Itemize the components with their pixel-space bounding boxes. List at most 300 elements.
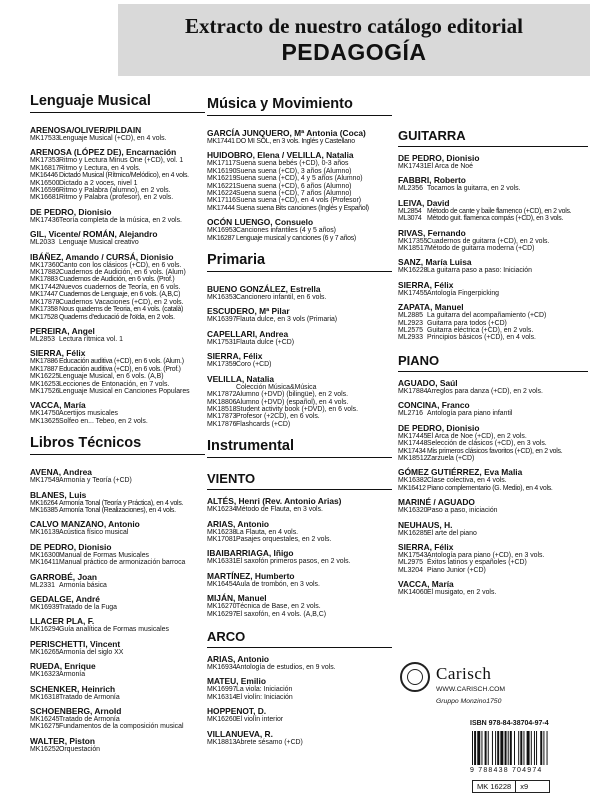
publisher-group: Gruppo Monzino1750	[436, 698, 502, 705]
item-code: MK16939	[30, 604, 60, 611]
item-code: MK16500	[30, 179, 60, 187]
item-code: MK17884	[398, 387, 428, 395]
entry-item	[207, 361, 392, 368]
entry-item	[398, 589, 588, 596]
entry-item	[398, 163, 588, 170]
item-code: MK17081	[207, 535, 237, 543]
item-title: Ritmo y Palabra (alumno), en 2 vols.	[59, 187, 171, 195]
item-code: MK16270	[207, 603, 237, 611]
item-title: Armonía del siglo XX	[59, 648, 124, 656]
item-title: El Arca de Noe (+CD), en 2 vols.	[427, 432, 527, 440]
item-code: MK17543	[398, 551, 428, 559]
item-title: Suena suena (+CD), 6 años (Alumno)	[236, 182, 352, 190]
entry-item	[30, 276, 205, 283]
entry-item	[207, 536, 392, 543]
entry-item	[30, 291, 205, 298]
item-code: MK17873	[207, 413, 237, 421]
catalog-entry	[207, 593, 392, 618]
item-code: MK16385	[30, 506, 58, 514]
entry-item	[30, 239, 205, 246]
item-title: Lenguaje Musical, en 6 vols. (A,B)	[59, 373, 164, 381]
entry-item	[207, 160, 392, 167]
entry-item	[30, 418, 205, 425]
entry-item	[30, 388, 205, 395]
catalog-column-1	[30, 93, 205, 793]
item-code: MK16219	[207, 175, 237, 183]
entry-author: GARCÍA JUNQUERO, Mª Antonia (Coca)	[207, 128, 366, 138]
entry-item	[30, 217, 205, 224]
entry-item	[30, 314, 205, 321]
entry-item	[398, 327, 588, 334]
item-code: MK17436	[30, 216, 60, 224]
item-title: Flashcards (+CD)	[236, 420, 291, 428]
item-title: Tratado de Armonía	[59, 716, 120, 724]
entry-author: BUENO GONZÁLEZ, Estrella	[207, 284, 321, 295]
item-title: Manual de Formas Musicales	[59, 551, 149, 559]
item-code: MK16287	[207, 234, 235, 242]
entry-item	[30, 723, 205, 730]
entry-item	[398, 334, 588, 341]
item-title: Lenguaje Musical creativo	[59, 239, 139, 247]
item-code: MK16596	[30, 187, 60, 195]
catalog-section	[207, 438, 392, 458]
catalog-entry	[30, 147, 205, 201]
entry-item	[30, 194, 205, 201]
entry-item	[398, 267, 588, 274]
item-title: Profesor (+2CD), en 6 vols.	[236, 413, 320, 421]
entry-author: GEDALGE, André	[30, 594, 100, 604]
section-title: PIANO	[398, 352, 588, 372]
item-code: MK16275	[30, 723, 60, 731]
entry-item	[30, 500, 205, 507]
entry-author: GIL, Vicente/ ROMÁN, Alejandro	[30, 229, 158, 240]
entry-author: SIERRA, Félix	[398, 279, 454, 290]
item-title: Ritmo y Palabra (profesor), en 2 vols.	[59, 194, 174, 202]
publisher-name: Carisch	[436, 664, 492, 683]
item-code: MK16331	[207, 558, 237, 566]
item-title: Alumno (+DVD) (español), en 4 vols.	[236, 398, 349, 406]
catalog-section	[398, 352, 588, 597]
entry-author: SIERRA, Félix	[398, 541, 454, 552]
entry-item	[398, 477, 588, 484]
barcode-icon	[470, 731, 582, 765]
entry-item	[30, 165, 205, 172]
item-title: Colección Música&Música	[236, 383, 317, 391]
item-title: Piano complementario (G. Medio), en 4 vols.	[427, 484, 553, 492]
item-title: Suena suena bebés (+CD), 0-3 años	[236, 160, 349, 168]
item-code: MK18517	[398, 245, 428, 253]
item-code: ML3204	[398, 566, 423, 574]
item-code: MK16997	[207, 686, 237, 694]
entry-author: HUIDOBRO, Elena / VELILLA, Natalia	[207, 150, 354, 161]
item-code: MK16190	[207, 167, 237, 175]
item-code: MK16446	[30, 172, 58, 180]
catalog-section	[207, 628, 392, 746]
entry-item	[30, 269, 205, 276]
entry-author: GÓMEZ GUTIÉRREZ, Eva Malia	[398, 467, 523, 478]
item-title: Quaderns d'educació de l'oïda, en 2 vols.	[59, 313, 175, 321]
item-code: MK16238	[207, 528, 237, 536]
catalog-entry	[398, 302, 588, 342]
item-code: MK16353	[207, 294, 237, 302]
catalog-header	[118, 4, 590, 76]
entry-author: LEIVA, David	[398, 197, 450, 208]
catalog-entry	[30, 706, 205, 731]
item-title: Teoría completa de la música, en 2 vols.	[59, 216, 182, 224]
entry-author: ARIAS, Antonio	[207, 518, 270, 529]
catalog-entry	[207, 351, 392, 368]
catalog-section	[398, 127, 588, 342]
item-title: Coro (+CD)	[236, 361, 272, 369]
catalog-entry	[30, 467, 205, 484]
item-title: El violín: Iniciación	[236, 693, 293, 701]
entry-item	[207, 664, 392, 671]
entry-item	[207, 421, 392, 428]
entry-author: ZAPATA, Manuel	[398, 302, 464, 313]
entry-item	[398, 530, 588, 537]
catalog-entry	[398, 280, 588, 297]
entry-item	[398, 320, 588, 327]
item-title: Flauta dulce, en 3 vols (Primaria)	[236, 316, 338, 324]
header-subtitle: Extracto de nuestro catálogo editorial	[185, 14, 523, 38]
item-code: MK16252	[30, 745, 60, 753]
entry-author: CONCINA, Franco	[398, 400, 470, 411]
item-title: Canciones infantiles (4 y 5 años)	[236, 227, 336, 235]
entry-author: RIVAS, Fernando	[398, 227, 466, 238]
entry-item	[207, 391, 392, 398]
item-title: Student activity book (+DVD), en 6 vols.	[236, 405, 358, 413]
entry-item	[30, 299, 205, 306]
entry-item	[30, 559, 205, 566]
item-code: MK17355	[398, 237, 428, 245]
item-code: MK16264	[30, 499, 58, 507]
section-title: GUITARRA	[398, 127, 588, 147]
entry-author: AVENA, Andrea	[30, 467, 92, 478]
entry-item	[398, 215, 588, 222]
item-title: Fundamentos de la composición musical	[59, 723, 184, 731]
item-code: MK18806	[207, 398, 237, 406]
entry-author: LLACER PLA, F.	[30, 616, 95, 627]
item-code: MK16320	[398, 507, 428, 515]
entry-item	[30, 582, 205, 589]
item-title: El musigato, en 2 vols.	[427, 589, 497, 597]
entry-item	[207, 197, 392, 204]
isbn-label: ISBN 978-84-38704-97-4	[470, 720, 549, 727]
publisher-url: WWW.CARISCH.COM	[436, 686, 506, 693]
entry-item	[207, 581, 392, 588]
item-title: Antología para piano (+CD), en 3 vols.	[427, 551, 545, 559]
item-title: Arreglos para danza (+CD), en 2 vols.	[427, 387, 543, 395]
item-code: ML2575	[398, 327, 423, 335]
entry-item	[30, 366, 205, 373]
entry-item	[398, 410, 588, 417]
catalog-entry	[207, 706, 392, 723]
catalog-section	[30, 93, 205, 425]
item-code: ML2853	[30, 335, 55, 343]
item-title: La guitarra paso a paso: Iniciación	[427, 267, 532, 275]
entry-author: PEREIRA, Angel	[30, 325, 95, 336]
catalog-entry	[30, 572, 205, 589]
entry-item	[30, 284, 205, 291]
item-code: MK17526	[30, 387, 60, 395]
item-code: MK18813	[207, 738, 237, 746]
catalog-entry	[398, 153, 588, 170]
item-code: MK17531	[207, 338, 237, 346]
entry-author: IBÁÑEZ, Amando / CURSÁ, Dionisio	[30, 251, 174, 262]
catalog-entry	[207, 128, 392, 145]
entry-item	[398, 440, 588, 447]
entry-item	[30, 477, 205, 484]
entry-item	[30, 604, 205, 611]
item-code: MK16323	[30, 671, 60, 679]
entry-item	[398, 388, 588, 395]
item-code: MK16934	[207, 663, 237, 671]
item-code: MK16224	[207, 190, 237, 198]
item-title: Suena suena (+CD), 7 años (Alumno)	[236, 190, 352, 198]
entry-item	[207, 558, 392, 565]
item-title: Principios básicos (+CD), en 4 vols.	[427, 334, 536, 342]
entry-item	[30, 157, 205, 164]
item-code: MK17549	[30, 477, 60, 485]
catalog-entry	[207, 729, 392, 746]
catalog-entry	[207, 306, 392, 323]
catalog-entry	[398, 400, 588, 417]
entry-author: FABBRI, Roberto	[398, 175, 466, 186]
item-title: Cuadernos de Lenguaje, en 6 vols. (A,B,C)	[59, 291, 181, 299]
item-code: MK16397	[207, 316, 237, 324]
catalog-entry	[398, 520, 588, 537]
entry-author: VILLANUEVA, R.	[207, 728, 273, 739]
catalog-entry	[398, 257, 588, 274]
item-code: MK17431	[398, 163, 428, 170]
entry-item	[30, 716, 205, 723]
item-title: Zarzuela (+CD)	[427, 454, 475, 462]
item-title: El arte del piano	[427, 529, 477, 537]
entry-item	[398, 185, 588, 192]
catalog-entry	[30, 684, 205, 701]
item-title: Lectura rítmica vol. 1	[59, 335, 123, 343]
entry-author: SIERRA, Félix	[30, 348, 86, 359]
catalog-entry	[30, 348, 205, 395]
item-title: Mis primeros clásicos favoritos (+CD), en 2 vols.	[427, 447, 563, 455]
entry-item	[30, 694, 205, 701]
item-code: ML3074	[398, 215, 422, 223]
item-code: MK17445	[398, 432, 428, 440]
item-code: MK17360	[30, 261, 60, 269]
item-code: ML2975	[398, 559, 423, 567]
item-title: Método de Flauta, en 3 vols.	[236, 506, 323, 514]
section-title: Instrumental	[207, 438, 392, 458]
catalog-section	[30, 435, 205, 753]
item-code: MK16681	[30, 194, 60, 202]
section-title: Libros Técnicos	[30, 435, 205, 455]
entry-item	[207, 339, 392, 346]
catalog-quantity: x9	[515, 781, 532, 792]
entry-author: HOPPENOT, D.	[207, 706, 267, 717]
item-code: MK16382	[398, 477, 428, 485]
item-code: MK17353	[30, 157, 60, 165]
item-code: MK17882	[30, 269, 60, 277]
entry-item	[398, 485, 588, 492]
item-code: MK17447	[30, 291, 58, 299]
item-title: Lecciones de Entonación, en 7 vols.	[59, 380, 170, 388]
entry-item	[30, 671, 205, 678]
item-title: Armonía	[59, 671, 86, 679]
entry-item	[207, 235, 392, 242]
catalog-section	[207, 470, 392, 618]
entry-author: SIERRA, Félix	[207, 351, 263, 362]
item-title: La guitarra del acompañamiento (+CD)	[427, 312, 547, 320]
item-title: Lenguaje Musical (+CD), en 4 vols.	[59, 135, 167, 142]
entry-item	[207, 413, 392, 420]
catalog-entry	[30, 736, 205, 753]
item-code: MK17878	[30, 298, 60, 306]
item-title: Ritmo y Lectura Minus One (+CD), vol. 1	[59, 157, 184, 165]
entry-item	[398, 433, 588, 440]
catalog-entry	[398, 467, 588, 492]
item-title: La viola: Iniciación	[236, 686, 293, 694]
item-code: ML2716	[398, 410, 423, 418]
catalog-entry	[398, 423, 588, 463]
item-title: Antología de estudios, en 9 vols.	[236, 663, 336, 671]
section-title: VIENTO	[207, 470, 392, 490]
entry-author: CAPELLARI, Andrea	[207, 328, 289, 339]
item-title: Abrete sésamo (+CD)	[236, 738, 303, 746]
item-code: MK16314	[207, 693, 237, 701]
item-code: MK18512	[398, 454, 428, 462]
entry-author: VACCA, María	[398, 579, 454, 590]
catalog-entry	[207, 496, 392, 513]
entry-item	[207, 529, 392, 536]
item-code: MK17359	[207, 361, 237, 369]
entry-item	[207, 716, 392, 723]
item-title: Armonía Tonal (Realizaciones), en 4 vols.	[59, 506, 176, 514]
catalog-entry	[30, 594, 205, 611]
item-title: Lenguaje musical y canciones (6 y 7 años)	[236, 234, 356, 242]
item-title: Alumno (+DVD) (bilingüe), en 2 vols.	[236, 391, 349, 399]
item-title: Acertijos musicales	[59, 410, 118, 418]
carisch-logo-icon	[400, 662, 430, 692]
section-title: Lenguaje Musical	[30, 93, 205, 113]
catalog-entry	[30, 542, 205, 567]
entry-item	[207, 739, 392, 746]
catalog-entry	[30, 616, 205, 633]
entry-item	[30, 507, 205, 514]
section-title: Música y Movimiento	[207, 96, 392, 116]
item-title: Armonía y Teoría (+CD)	[59, 477, 132, 485]
item-code: MK17448	[398, 440, 428, 448]
entry-item	[30, 529, 205, 536]
section-title: Primaria	[207, 252, 392, 272]
item-title: Guitarra para todos (+CD)	[427, 319, 507, 327]
item-title: Suena suena Bits canciones (Inglés y Español)	[236, 204, 369, 212]
item-title: Método de guitarra moderna (+CD)	[427, 245, 535, 253]
entry-author: OCÓN LUENGO, Consuelo	[207, 217, 314, 228]
header-title: PEDAGOGÍA	[281, 39, 427, 65]
item-code: MK17887	[30, 365, 58, 373]
entry-author: RUEDA, Enrique	[30, 661, 96, 672]
item-code: MK16285	[398, 529, 428, 537]
entry-item	[30, 552, 205, 559]
entry-author: DE PEDRO, Dionisio	[30, 206, 112, 217]
item-title: El Arca de Noé	[427, 163, 473, 170]
item-title: Nuevos cuadernos de Teoría, en 6 vols.	[59, 283, 181, 291]
item-code: MK17434	[398, 447, 426, 455]
item-title: El violín interior	[236, 716, 284, 724]
catalog-section	[207, 96, 392, 242]
catalog-entry	[398, 497, 588, 514]
item-code: MK16228	[398, 267, 428, 275]
item-code: ML2356	[398, 185, 423, 193]
item-title: Orquestación	[59, 745, 100, 753]
catalog-code: MK 16228	[477, 782, 512, 791]
item-title: Ritmo y Lectura, en 4 vols.	[59, 164, 141, 172]
item-code: MK14060	[398, 589, 428, 597]
catalog-entry	[207, 676, 392, 701]
entry-item	[207, 227, 392, 234]
item-title: El saxofón, en 4 vols. (A,B,C)	[236, 610, 326, 618]
catalog-entry	[30, 519, 205, 536]
item-code: MK16412	[398, 484, 426, 492]
item-title: La Flauta, en 4 vols.	[236, 528, 299, 536]
entry-item	[30, 172, 205, 179]
item-code: MK16294	[30, 626, 60, 634]
catalog-entry	[207, 217, 392, 242]
item-code: MK17883	[30, 276, 58, 284]
entry-author: SCHENKER, Heinrich	[30, 683, 116, 694]
item-code: MK17872	[207, 391, 237, 399]
item-code: MK16454	[207, 580, 237, 588]
catalog-entry	[207, 519, 392, 544]
entry-item	[207, 694, 392, 701]
entry-author: DE PEDRO, Dionisio	[398, 422, 480, 433]
entry-item	[207, 190, 392, 197]
catalog-entry	[398, 579, 588, 596]
catalog-entry	[207, 654, 392, 671]
publisher-logo	[400, 662, 580, 722]
catalog-entry	[30, 229, 205, 246]
entry-item	[207, 384, 392, 391]
catalog-entry	[30, 207, 205, 224]
item-title: Paso a paso, iniciación	[427, 507, 498, 515]
item-code: MK17886	[30, 358, 58, 366]
catalog-entry	[207, 284, 392, 301]
item-title: Dictado a 2 voces, nivel 1	[59, 179, 138, 187]
entry-author: PERISCHETTI, Vincent	[30, 638, 121, 649]
entry-author: NEUHAUS, H.	[398, 519, 453, 530]
catalog-entry	[207, 548, 392, 565]
item-code: MK17117	[207, 160, 236, 168]
entry-item	[207, 686, 392, 693]
item-code: MK16411	[30, 559, 59, 567]
item-title: Armonía básica	[59, 581, 107, 589]
entry-author: MARINÉ / AGUADO	[398, 497, 475, 508]
catalog-entry	[30, 125, 205, 142]
entry-item	[398, 208, 588, 215]
entry-item	[30, 306, 205, 313]
entry-item	[30, 262, 205, 269]
item-code: MK16300	[30, 551, 60, 559]
entry-item	[30, 180, 205, 187]
item-title: Cuadernos de guitarra (+CD), en 2 vols.	[427, 237, 550, 245]
item-title: Cancionero infantil, en 6 vols.	[236, 294, 327, 302]
catalog-entry	[30, 661, 205, 678]
item-title: Selección de clásicos (+CD), en 3 vols.	[427, 440, 547, 448]
entry-author: BLANES, Luis	[30, 489, 87, 500]
entry-author: ALTÉS, Henri (Rev. Antonio Arias)	[207, 496, 342, 507]
item-title: Armonía Tonal (Teoría y Práctica), en 4 vols.	[59, 499, 184, 507]
entry-item	[398, 448, 588, 455]
